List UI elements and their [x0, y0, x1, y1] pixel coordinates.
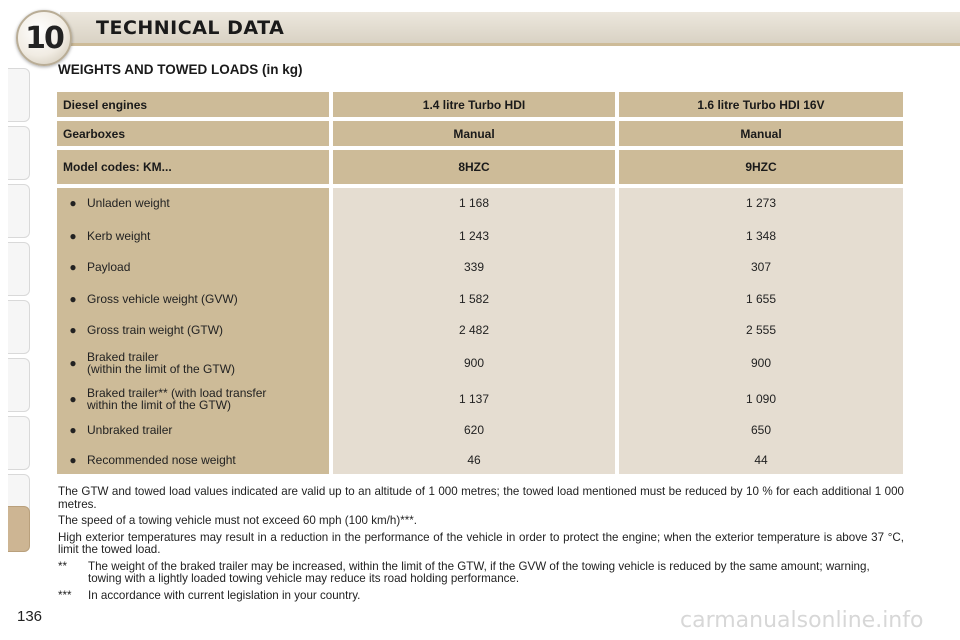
footnote	[58, 561, 904, 586]
footnote-text: In accordance with current legislation in your country.	[88, 588, 361, 602]
row-value: 307	[750, 260, 772, 274]
table-header-row	[57, 121, 903, 146]
table-row	[57, 419, 903, 441]
section-title: WEIGHTS AND TOWED LOADS (in kg)	[58, 62, 303, 77]
weights-table	[57, 92, 903, 474]
row-label	[57, 351, 329, 375]
note-paragraph: High exterior temperatures may result in a reduction in the performance of the vehicle in order to protect the engine; when the exterior temperature is above 37 °C, limit the towed load.	[58, 530, 904, 556]
table-row	[57, 225, 903, 247]
bullet-icon: ●	[69, 423, 77, 437]
chapter-number: 10	[25, 20, 63, 56]
notes-section	[58, 486, 904, 606]
row-value: 1 090	[745, 392, 777, 406]
bullet-icon: ●	[69, 392, 77, 406]
footnote-mark: ***	[58, 588, 72, 602]
chapter-tab[interactable]	[8, 358, 30, 412]
row-label	[57, 424, 329, 436]
row-value: 1 168	[458, 196, 490, 210]
bullet-icon: ●	[69, 196, 77, 210]
row-value: 900	[750, 356, 772, 370]
row-value: 1 273	[745, 196, 777, 210]
chapter-badge	[16, 10, 72, 66]
table-row	[57, 192, 903, 214]
row-value: 900	[463, 356, 485, 370]
bullet-icon: ●	[69, 260, 77, 274]
page-title: TECHNICAL DATA	[96, 17, 285, 39]
row-label-text: Unladen weight	[87, 196, 170, 210]
note-paragraph: The speed of a towing vehicle must not exceed 60 mph (100 km/h)***.	[58, 514, 417, 527]
bullet-icon: ●	[69, 453, 77, 467]
row-value: 2 555	[745, 323, 777, 337]
row-label-text	[87, 351, 235, 375]
row-value: 1 655	[745, 292, 777, 306]
bullet-icon: ●	[69, 292, 77, 306]
header-cell: 1.4 litre Turbo HDI	[333, 92, 615, 117]
table-row	[57, 449, 903, 471]
row-value: 1 348	[745, 229, 777, 243]
row-label	[57, 293, 329, 305]
row-label	[57, 454, 329, 466]
row-label-text: Kerb weight	[87, 229, 151, 243]
chapter-tab[interactable]	[8, 68, 30, 122]
table-row	[57, 319, 903, 341]
header-cell: Manual	[619, 121, 903, 146]
chapter-tab[interactable]	[8, 126, 30, 180]
table-row	[57, 348, 903, 378]
table-row	[57, 256, 903, 278]
row-label	[57, 261, 329, 273]
row-label	[57, 230, 329, 242]
chapter-tab[interactable]	[8, 242, 30, 296]
page-number: 136	[17, 608, 43, 625]
table-row	[57, 384, 903, 414]
row-value: 44	[754, 453, 768, 467]
row-label	[57, 387, 329, 411]
row-value: 1 137	[458, 392, 490, 406]
footnote-mark: **	[58, 559, 68, 573]
bullet-icon: ●	[69, 323, 77, 337]
row-label-text: Payload	[87, 260, 131, 274]
row-label-line: within the limit of the GTW)	[87, 398, 232, 412]
header-cell: Model codes: KM...	[57, 150, 329, 184]
chapter-tab[interactable]	[8, 300, 30, 354]
row-value: 1 243	[458, 229, 490, 243]
bullet-icon: ●	[69, 229, 77, 243]
header-cell: Manual	[333, 121, 615, 146]
row-value: 620	[463, 423, 485, 437]
row-label-line: (within the limit of the GTW)	[87, 362, 236, 376]
row-value: 2 482	[458, 323, 490, 337]
bullet-icon: ●	[69, 356, 77, 370]
chapter-tab-active[interactable]	[8, 506, 30, 552]
row-label-line: Braked trailer** (with load transfer	[87, 386, 267, 400]
footnote	[58, 590, 904, 603]
row-label-text: Unbraked trailer	[87, 423, 173, 437]
header-cell: 8HZC	[333, 150, 615, 184]
footnote-text: The weight of the braked trailer may be increased, within the limit of the GTW, if the GVW of the towing vehicle is reduced by the same amount; warning, towing with a lightly loaded towing vehicle may reduce its road holding performance.	[88, 559, 870, 585]
row-value: 339	[463, 260, 485, 274]
row-label	[57, 324, 329, 336]
row-value: 46	[467, 453, 481, 467]
chapter-tab[interactable]	[8, 184, 30, 238]
row-label	[57, 197, 329, 209]
row-value: 650	[750, 423, 772, 437]
row-label-line: Braked trailer	[87, 350, 159, 364]
row-label-text: Gross train weight (GTW)	[87, 323, 224, 337]
table-header-row	[57, 150, 903, 184]
header-cell: 1.6 litre Turbo HDI 16V	[619, 92, 903, 117]
header-cell: Gearboxes	[57, 121, 329, 146]
row-label-text: Gross vehicle weight (GVW)	[87, 292, 238, 306]
row-value: 1 582	[458, 292, 490, 306]
header-cell: 9HZC	[619, 150, 903, 184]
watermark: carmanualsonline.info	[680, 608, 924, 633]
row-label-text: Recommended nose weight	[87, 453, 236, 467]
chapter-tabs	[0, 60, 30, 580]
table-row	[57, 288, 903, 310]
header-cell: Diesel engines	[57, 92, 329, 117]
note-paragraph: The GTW and towed load values indicated are valid up to an altitude of 1 000 metres; the towed load mentioned must be reduced by 10 % for each additional 1 000 metres.	[58, 485, 904, 511]
table-header-row	[57, 92, 903, 117]
row-label-text	[87, 387, 266, 411]
chapter-tab[interactable]	[8, 416, 30, 470]
